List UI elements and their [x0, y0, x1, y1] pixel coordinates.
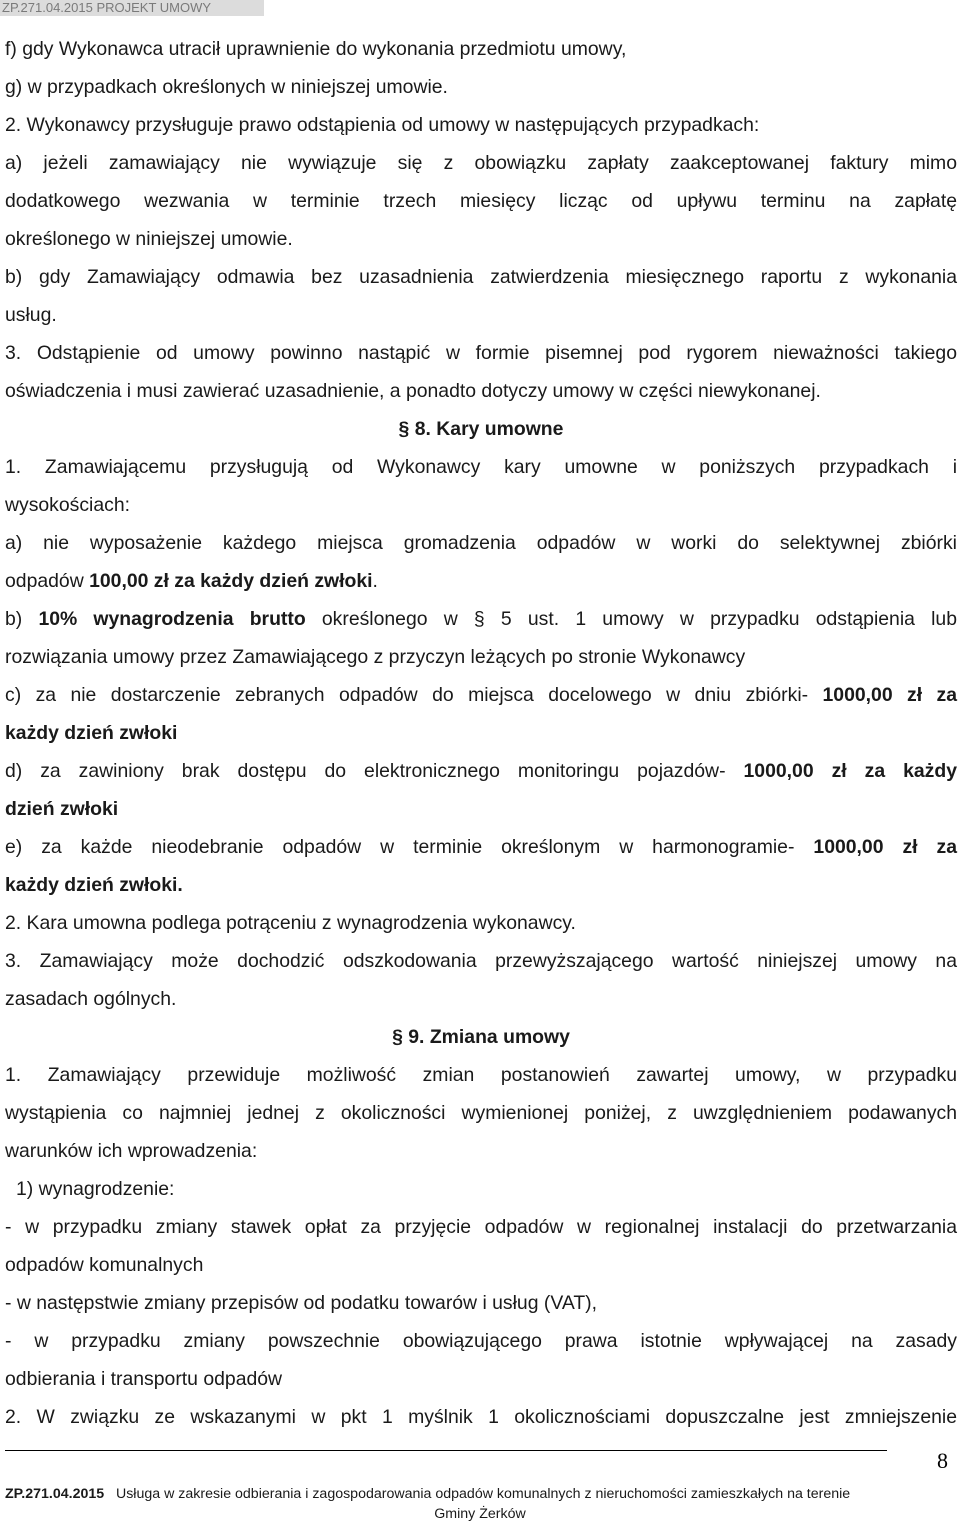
paragraph-line: 2. Wykonawcy przysługuje prawo odstąpienia od umowy w następujących przypadkach: — [5, 114, 760, 136]
text-run: . — [372, 570, 378, 592]
page-number: 8 — [937, 1448, 948, 1473]
paragraph-line — [5, 752, 957, 790]
penalty-amount: dzień zwłoki — [5, 798, 119, 820]
paragraph-line: 3. Zamawiający może dochodzić odszkodowania przewyższającego wartość niniejszej umowy na — [5, 950, 957, 972]
paragraph-line: - w przypadku zmiany powszechnie obowiązującego prawa istotnie wpływającej na zasady — [5, 1330, 957, 1352]
text-run: d) za zawiniony brak dostępu do elektronicznego monitoringu pojazdów- — [5, 760, 744, 782]
paragraph-line: 1. Zamawiającemu przysługują od Wykonawcy kary umowne w poniższych przypadkach i — [5, 456, 957, 478]
paragraph-line: odbierania i transportu odpadów — [5, 1368, 283, 1390]
paragraph-line: oświadczenia i musi zawierać uzasadnienie, a ponadto dotyczy umowy w części niewykonanej. — [5, 380, 821, 402]
penalty-amount: 1000,00 zł za każdy — [743, 760, 958, 782]
text-run: c) za nie dostarczenie zebranych odpadów do miejsca docelowego w dniu zbiórki- — [5, 684, 823, 706]
section-heading-8: § 8. Kary umowne — [398, 418, 564, 440]
penalty-amount: każdy dzień zwłoki — [5, 722, 178, 744]
document-body — [5, 30, 957, 1436]
paragraph-line: g) w przypadkach określonych w niniejszej umowie. — [5, 76, 448, 98]
section-heading-9: § 9. Zmiana umowy — [392, 1026, 570, 1048]
paragraph-line: 2. W związku ze wskazanymi w pkt 1 myślnik 1 okolicznościami dopuszczalne jest zmniejszenie — [5, 1406, 957, 1428]
paragraph-line: - w przypadku zmiany stawek opłat za przyjęcie odpadów w regionalnej instalacji do przetwarzania — [5, 1216, 957, 1238]
text-run: b) — [5, 608, 39, 630]
paragraph-line: - w następstwie zmiany przepisów od podatku towarów i usług (VAT), — [5, 1292, 598, 1314]
penalty-amount: 100,00 zł za każdy dzień zwłoki — [89, 570, 373, 592]
paragraph-line: wysokościach: — [5, 494, 131, 516]
paragraph-line — [5, 714, 957, 752]
paragraph-line — [5, 600, 957, 638]
paragraph-line: odpadów komunalnych — [5, 1254, 204, 1276]
paragraph-line — [5, 866, 957, 904]
footer-code: ZP.271.04.2015 — [5, 1486, 105, 1502]
paragraph-line: usług. — [5, 304, 57, 326]
paragraph-line: 3. Odstąpienie od umowy powinno nastąpić w formie pisemnej pod rygorem nieważności takiego — [5, 342, 957, 364]
paragraph-line: 2. Kara umowna podlega potrąceniu z wynagrodzenia wykonawcy. — [5, 912, 576, 934]
paragraph-line: określonego w niniejszej umowie. — [5, 228, 293, 250]
footer-title-line2: Gminy Żerków — [434, 1506, 526, 1522]
paragraph-line: zasadach ogólnych. — [5, 988, 177, 1010]
text-run: określonego w § 5 ust. 1 umowy w przypadku odstąpienia lub — [305, 608, 957, 630]
paragraph-line — [5, 790, 957, 828]
penalty-amount: 1000,00 zł za — [822, 684, 957, 706]
paragraph-line: f) gdy Wykonawca utracił uprawnienie do wykonania przedmiotu umowy, — [5, 38, 627, 60]
paragraph-line — [5, 676, 957, 714]
paragraph-line: warunków ich wprowadzenia: — [5, 1140, 258, 1162]
text-run: odpadów — [5, 570, 90, 592]
paragraph-line: 1) wynagrodzenie: — [16, 1178, 175, 1200]
footer-divider — [5, 1450, 887, 1451]
paragraph-line: b) gdy Zamawiający odmawia bez uzasadnienia zatwierdzenia miesięcznego raportu z wykonania — [5, 266, 957, 288]
paragraph-line — [5, 562, 957, 600]
paragraph-line: a) nie wyposażenie każdego miejsca gromadzenia odpadów w worki do selektywnej zbiórki — [5, 532, 957, 554]
footer-text — [5, 1486, 957, 1502]
paragraph-line — [5, 828, 957, 866]
paragraph-line: a) jeżeli zamawiający nie wywiązuje się z obowiązku zapłaty zaakceptowanej faktury mimo — [5, 152, 957, 174]
footer-title: Usługa w zakresie odbierania i zagospodarowania odpadów komunalnych z nieruchomości zamieszkałych na terenie — [115, 1486, 851, 1502]
paragraph-line: dodatkowego wezwania w terminie trzech miesięcy licząc od upływu terminu na zapłatę — [5, 190, 957, 212]
text-run: e) za każde nieodebranie odpadów w terminie określonym w harmonogramie- — [5, 836, 814, 858]
penalty-amount: każdy dzień zwłoki. — [5, 874, 183, 896]
running-header: ZP.271.04.2015 PROJEKT UMOWY — [0, 0, 264, 16]
penalty-amount: 1000,00 zł za — [813, 836, 958, 858]
paragraph-line: 1. Zamawiający przewiduje możliwość zmian postanowień zawartej umowy, w przypadku — [5, 1064, 957, 1086]
penalty-amount: 10% wynagrodzenia brutto — [38, 608, 306, 630]
paragraph-line: rozwiązania umowy przez Zamawiającego z przyczyn leżących po stronie Wykonawcy — [5, 646, 746, 668]
paragraph-line: wystąpienia co najmniej jednej z okoliczności wymienionej poniżej, z uwzględnieniem podawanych — [5, 1102, 957, 1124]
